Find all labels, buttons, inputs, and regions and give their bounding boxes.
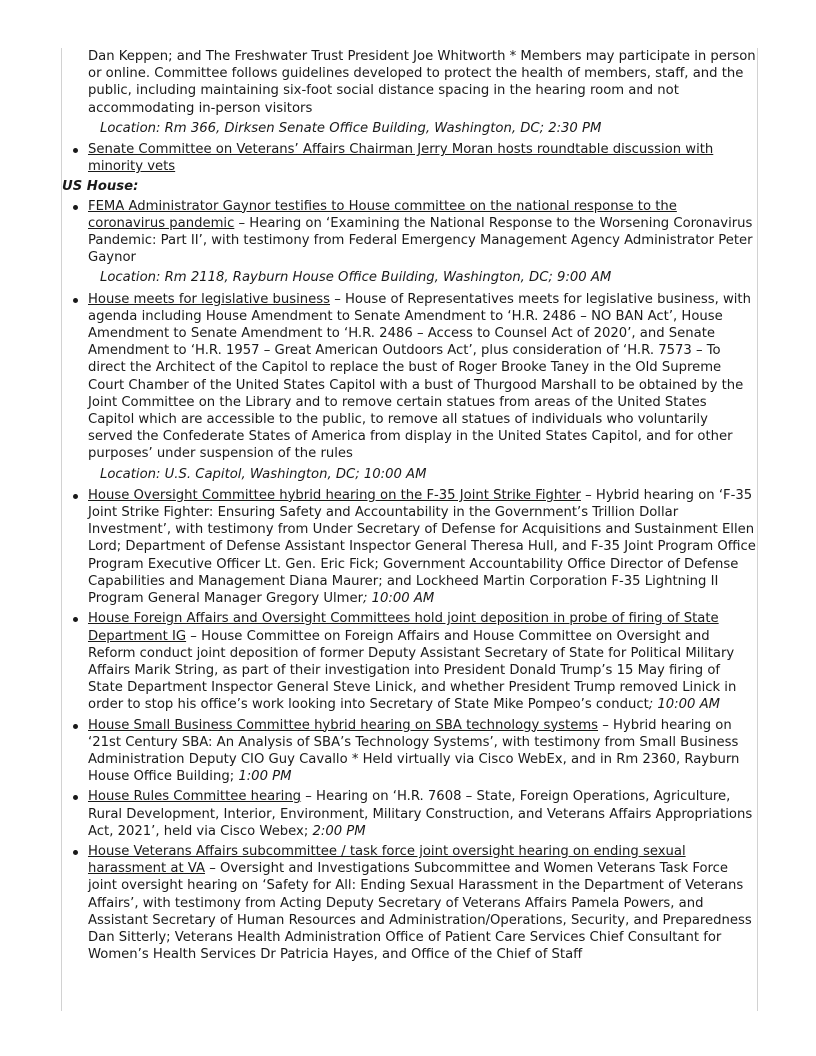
list-item bbox=[62, 610, 756, 713]
house-list bbox=[62, 198, 756, 964]
event-time: ; 10:00 AM bbox=[648, 697, 720, 713]
right-border bbox=[757, 48, 758, 1011]
event-link[interactable]: House Foreign Affairs and Oversight Committees hold joint deposition in probe of firing of State Department IG bbox=[88, 611, 719, 644]
page-content bbox=[62, 48, 756, 966]
continuation-text: Dan Keppen; and The Freshwater Trust President Joe Whitworth * Members may participate in person or online. Committee follows guidelines developed to protect the health of members, staff, and the public, including maintaining six-foot social distance spacing in the hearing room and not accommodating in-person visitors bbox=[88, 49, 756, 116]
section-heading-colon: : bbox=[133, 179, 139, 195]
event-time: ; 10:00 AM bbox=[363, 591, 435, 607]
event-link[interactable]: House meets for legislative business bbox=[88, 291, 330, 307]
section-heading-text: US House bbox=[62, 179, 134, 195]
event-description: – Oversight and Investigations Subcommittee and Women Veterans Task Force joint oversight hearing on ‘Safety for All: Ending Sexual Harassment in the Department of Veterans Affairs’, with testimony from Acting Deputy Secretary of Veterans Affairs Pamela Powers, and Assistant Secretary of Human Resources and Administration/Operations, Security, and Preparedness Dan Sitterly; Veterans Health Administration Office of Patient Care Services Chief Consultant for Women’s Health Services Dr Patricia Hayes, and Office of the Chief of Staff bbox=[88, 861, 752, 963]
senate-list bbox=[62, 141, 756, 175]
list-item bbox=[62, 291, 756, 483]
event-link[interactable]: House Veterans Affairs subcommittee / task force joint oversight hearing on ending sexual harassment at VA bbox=[88, 843, 686, 877]
event-link[interactable]: House Small Business Committee hybrid hearing on SBA technology systems bbox=[88, 717, 599, 733]
event-time: 2:00 PM bbox=[312, 823, 366, 839]
event-time: 1:00 PM bbox=[238, 769, 292, 785]
list-item bbox=[62, 198, 756, 287]
section-heading-us-house bbox=[62, 178, 756, 195]
event-link[interactable]: Senate Committee on Veterans’ Affairs Chairman Jerry Moran hosts roundtable discussion with minority vets bbox=[88, 142, 714, 175]
event-link[interactable]: House Rules Committee hearing bbox=[88, 789, 302, 805]
list-item bbox=[62, 141, 756, 175]
list-item bbox=[62, 717, 756, 786]
list-item bbox=[62, 788, 756, 840]
list-item bbox=[62, 487, 756, 607]
event-location: Location: Rm 366, Dirksen Senate Office Building, Washington, DC; 2:30 PM bbox=[100, 120, 602, 136]
event-description: – House Committee on Foreign Affairs and House Committee on Oversight and Reform conduct joint deposition of former Deputy Assistant Secretary of State for Political Military Affairs Marik String, as part of their investigation into President Donald Trump’s 15 May firing of State Department Inspector General Steve Linick, and whether President Trump removed Linick in order to stop his office’s work looking into Secretary of State Mike Pompeo’s conduct bbox=[88, 628, 737, 713]
event-description: – Hybrid hearing on ‘21st Century SBA: An Analysis of SBA’s Technology Systems’, with testimony from Small Business Administration Deputy CIO Guy Cavallo * Held virtually via Cisco WebEx, and in Rm 2360, Rayburn House Office Building; bbox=[88, 717, 740, 785]
event-location: Location: U.S. Capitol, Washington, DC; 10:00 AM bbox=[100, 466, 427, 482]
event-link[interactable]: House Oversight Committee hybrid hearing on the F-35 Joint Strike Fighter bbox=[88, 487, 581, 503]
event-link[interactable]: FEMA Administrator Gaynor testifies to House committee on the national response to the coronavirus pandemic bbox=[88, 198, 677, 231]
event-description: – House of Representatives meets for legislative business, with agenda including House Amendment to Senate Amendment to ‘H.R. 2486 – NO BAN Act’, House Amendment to Senate Amendment to ‘H.R. 2486 – Access to Counsel Act of 2020’, and Senate Amendment to ‘H.R. 1957 – Great American Outdoors Act’, plus consideration of ‘H.R. 7573 – To direct the Architect of the Capitol to replace the bust of Roger Brooke Taney in the Old Supreme Court Chamber of the United States Capitol with a bust of Thurgood Marshall to be obtained by the Joint Committee on the Library and to remove certain statues from areas of the United States Capitol which are accessible to the public, to remove all statues of individuals who voluntarily served the Confederate States of America from display in the United States Capitol, and for other purposes’ under suspension of the rules bbox=[88, 291, 751, 462]
event-description: – Hearing on ‘H.R. 7608 – State, Foreign Operations, Agriculture, Rural Development, Interior, Environment, Military Construction, and Veterans Affairs Appropriations Act, 2021’, held via Cisco Webex; bbox=[88, 789, 753, 839]
list-item bbox=[62, 843, 756, 963]
event-description: – Hybrid hearing on ‘F-35 Joint Strike Fighter: Ensuring Safety and Accountability in the Government’s Trillion Dollar Investment’, with testimony from Under Secretary of Defense for Acquisitions and Sustainment Ellen Lord; Department of Defense Assistant Inspector General Theresa Hull, and F-35 Joint Program Office Program Executive Officer Lt. Gen. Eric Fick; Government Accountability Office Director of Defense Capabilities and Management Diana Maurer; and Lockheed Martin Corporation F-35 Lightning II Program General Manager Gregory Ulmer bbox=[88, 487, 756, 607]
event-description: – Hearing on ‘Examining the National Response to the Worsening Coronavirus Pandemic: Part II’, with testimony from Federal Emergency Management Agency Administrator Peter Gaynor bbox=[88, 215, 753, 266]
event-location: Location: Rm 2118, Rayburn House Office Building, Washington, DC; 9:00 AM bbox=[100, 270, 612, 286]
